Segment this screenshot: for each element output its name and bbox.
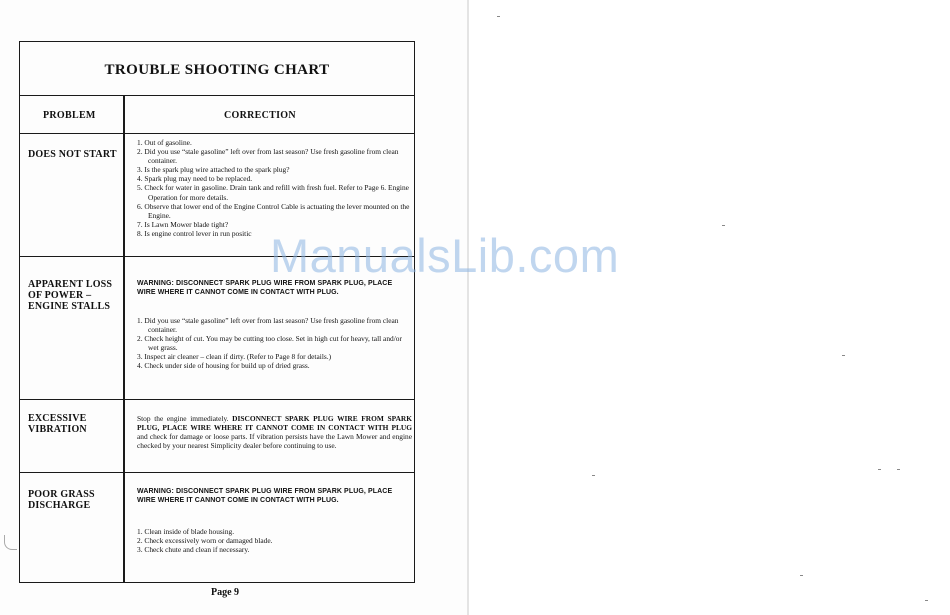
scan-speck: [925, 600, 928, 601]
scan-speck: [842, 355, 845, 356]
list-item: 3. Is the spark plug wire attached to the spark plug?: [137, 165, 290, 175]
table-row: [20, 473, 414, 583]
paragraph-text: and check for damage or loose parts. If vibration persists have the Lawn Mower and engine checked by your nearest Simplicity dealer before continuing to use.: [137, 432, 412, 451]
list-item: 4. Check under side of housing for build up of dried grass.: [137, 361, 310, 371]
list-item: 2. Check height of cut. You may be cutting too close. Set in high cut for heavy, tall and/or wet grass.: [137, 334, 402, 353]
header-row: [20, 95, 414, 134]
scan-speck: [878, 469, 881, 470]
warning-text: WARNING: DISCONNECT SPARK PLUG WIRE FROM SPARK PLUG, PLACE WIRE WHERE IT CANNOT COME IN CONTACT WITH PLUG.: [137, 488, 393, 504]
correction-list: [137, 138, 412, 238]
right-page: [468, 0, 950, 615]
correction-paragraph: [137, 414, 412, 450]
correction-column-header: CORRECTION: [224, 110, 296, 121]
list-item: 1. Clean inside of blade housing.: [137, 527, 235, 536]
binding-mark: [4, 535, 17, 550]
correction-block: [137, 279, 412, 371]
scan-speck: [800, 575, 803, 576]
paragraph-text: Stop the engine immediately.: [137, 414, 233, 423]
warning-text: WARNING: DISCONNECT SPARK PLUG WIRE FROM SPARK PLUG, PLACE WIRE WHERE IT CANNOT COME IN CONTACT WITH PLUG.: [137, 280, 393, 296]
list-item: 1. Out of gasoline.: [137, 138, 192, 147]
scan-speck: [592, 475, 595, 476]
problem-label: DOES NOT START: [28, 149, 117, 160]
watermark-text: ManualsLib.com: [270, 229, 620, 282]
list-item: 8. Is engine control lever in run positic: [137, 228, 252, 238]
problem-column-header: PROBLEM: [43, 110, 96, 121]
problem-label: POOR GRASS DISCHARGE: [28, 489, 95, 511]
title-row: [20, 42, 414, 96]
chart-title: TROUBLE SHOOTING CHART: [104, 62, 330, 78]
list-item: 2. Did you use “stale gasoline” left over from last season? Use fresh gasoline from clean container.: [137, 147, 399, 166]
list-item: 4. Spark plug may need to be replaced.: [137, 174, 253, 184]
list-item: 1. Did you use “stale gasoline” left over from last season? Use fresh gasoline from clean container.: [137, 316, 399, 335]
trouble-shooting-chart: [19, 41, 415, 583]
scan-speck: [722, 225, 725, 226]
list-item: 6. Observe that lower end of the Engine Control Cable is actuating the lever mounted on the Engine.: [137, 201, 410, 220]
list-item: 7. Is Lawn Mower blade tight?: [137, 219, 229, 229]
paragraph-bold-text: DISCONNECT SPARK PLUG WIRE FROM SPARK PLUG, PLACE WIRE WHERE IT CANNOT COME IN CONTACT WITH PLUG: [137, 414, 413, 433]
list-item: 2. Check excessively worn or damaged blade.: [137, 536, 273, 546]
correction-block: [137, 487, 412, 554]
scan-speck: [497, 16, 500, 17]
list-item: 3. Inspect air cleaner – clean if dirty. (Refer to Page 8 for details.): [137, 352, 332, 362]
page-spine: [467, 0, 469, 615]
list-item: 3. Check chute and clean if necessary.: [137, 545, 250, 555]
problem-label: APPARENT LOSS OF POWER – ENGINE STALLS: [28, 279, 113, 312]
problem-label: EXCESSIVE VIBRATION: [28, 413, 87, 435]
list-item: 5. Check for water in gasoline. Drain tank and refill with fresh fuel. Refer to Page 6. Engine Operation for more details.: [137, 183, 409, 202]
table-row: [20, 400, 414, 473]
scan-speck: [897, 469, 900, 470]
page-number: Page 9: [210, 587, 240, 598]
